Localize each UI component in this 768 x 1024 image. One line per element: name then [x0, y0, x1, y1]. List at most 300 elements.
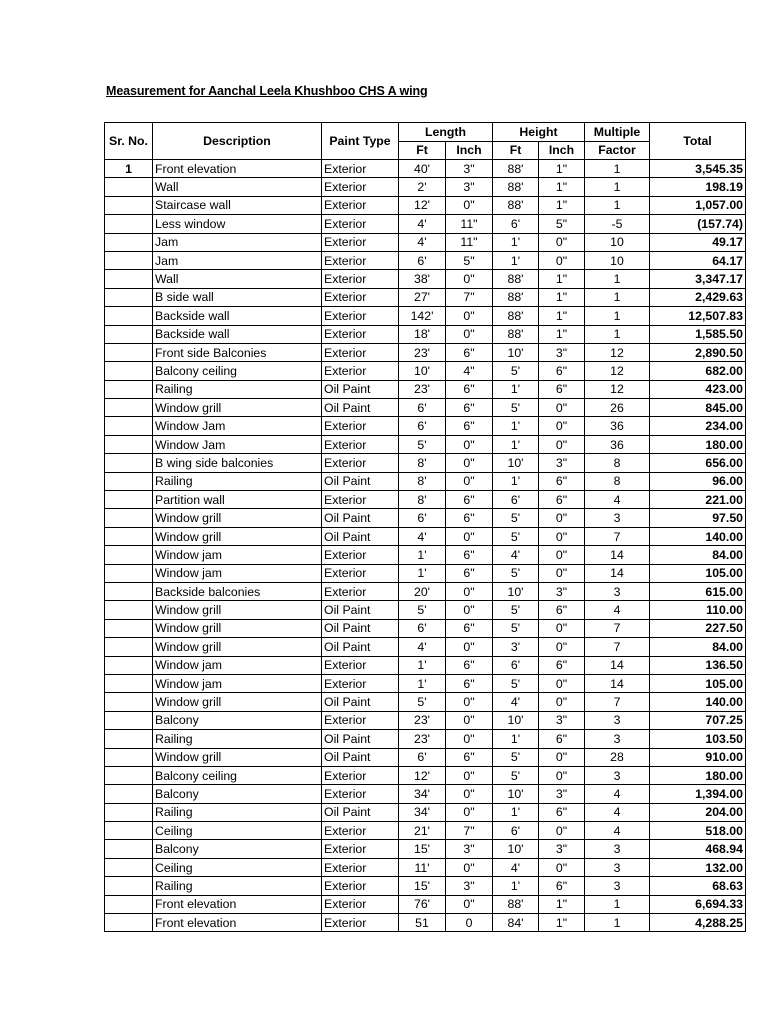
- cell-height-inch: 1": [539, 325, 585, 343]
- cell-total: 198.19: [650, 178, 746, 196]
- cell-height-inch: 6": [539, 656, 585, 674]
- cell-paint-type: Exterior: [322, 362, 399, 380]
- cell-height-inch: 1": [539, 307, 585, 325]
- cell-height-ft: 5': [493, 619, 539, 637]
- cell-height-inch: 0": [539, 527, 585, 545]
- cell-sr-no: [105, 417, 153, 435]
- cell-length-ft: 12': [399, 196, 446, 214]
- cell-height-ft: 88': [493, 307, 539, 325]
- cell-sr-no: [105, 472, 153, 490]
- cell-description: Window jam: [153, 656, 322, 674]
- cell-length-ft: 8': [399, 454, 446, 472]
- cell-length-inch: 0": [446, 858, 493, 876]
- cell-length-inch: 0": [446, 472, 493, 490]
- table-row: [105, 417, 746, 435]
- cell-description: Front elevation: [153, 914, 322, 932]
- cell-length-inch: 11": [446, 215, 493, 233]
- cell-multiple-factor: 28: [585, 748, 650, 766]
- cell-height-ft: 10': [493, 454, 539, 472]
- cell-paint-type: Exterior: [322, 822, 399, 840]
- cell-description: Balcony: [153, 785, 322, 803]
- cell-paint-type: Oil Paint: [322, 638, 399, 656]
- cell-description: Partition wall: [153, 491, 322, 509]
- cell-length-ft: 18': [399, 325, 446, 343]
- cell-length-ft: 6': [399, 509, 446, 527]
- cell-height-ft: 10': [493, 711, 539, 729]
- table-row: [105, 601, 746, 619]
- cell-multiple-factor: 12: [585, 380, 650, 398]
- cell-length-inch: 0": [446, 730, 493, 748]
- cell-length-ft: 1': [399, 656, 446, 674]
- cell-paint-type: Exterior: [322, 435, 399, 453]
- cell-length-inch: 0": [446, 601, 493, 619]
- table-row: [105, 822, 746, 840]
- cell-height-inch: 0": [539, 417, 585, 435]
- cell-description: Balcony ceiling: [153, 766, 322, 784]
- cell-height-ft: 1': [493, 435, 539, 453]
- cell-length-ft: 6': [399, 619, 446, 637]
- cell-total: 12,507.83: [650, 307, 746, 325]
- cell-height-ft: 1': [493, 877, 539, 895]
- cell-sr-no: [105, 215, 153, 233]
- cell-sr-no: 1: [105, 160, 153, 178]
- cell-description: Window Jam: [153, 417, 322, 435]
- cell-length-inch: 0": [446, 766, 493, 784]
- cell-length-inch: 6": [446, 380, 493, 398]
- table-row: [105, 435, 746, 453]
- table-row: [105, 160, 746, 178]
- table-row: [105, 362, 746, 380]
- cell-height-inch: 1": [539, 895, 585, 913]
- cell-multiple-factor: 26: [585, 399, 650, 417]
- cell-length-ft: 23': [399, 711, 446, 729]
- cell-height-inch: 0": [539, 638, 585, 656]
- cell-height-inch: 3": [539, 582, 585, 600]
- cell-multiple-factor: 1: [585, 914, 650, 932]
- cell-height-ft: 88': [493, 325, 539, 343]
- cell-multiple-factor: 8: [585, 472, 650, 490]
- cell-height-inch: 1": [539, 914, 585, 932]
- cell-multiple-factor: 14: [585, 674, 650, 692]
- cell-length-ft: 27': [399, 288, 446, 306]
- table-row: [105, 730, 746, 748]
- table-row: [105, 325, 746, 343]
- cell-length-inch: 6": [446, 509, 493, 527]
- cell-length-inch: 0": [446, 693, 493, 711]
- cell-multiple-factor: 4: [585, 491, 650, 509]
- cell-length-inch: 0": [446, 454, 493, 472]
- header-description: Description: [153, 123, 322, 160]
- cell-description: Window jam: [153, 564, 322, 582]
- cell-total: 4,288.25: [650, 914, 746, 932]
- cell-multiple-factor: 7: [585, 527, 650, 545]
- cell-height-inch: 3": [539, 840, 585, 858]
- table-row: [105, 178, 746, 196]
- table-row: [105, 895, 746, 913]
- cell-paint-type: Exterior: [322, 858, 399, 876]
- table-row: [105, 914, 746, 932]
- cell-height-ft: 88': [493, 895, 539, 913]
- cell-length-ft: 1': [399, 564, 446, 582]
- header-row-1: [105, 123, 746, 142]
- cell-height-ft: 1': [493, 730, 539, 748]
- cell-length-ft: 20': [399, 582, 446, 600]
- cell-total: 423.00: [650, 380, 746, 398]
- cell-paint-type: Exterior: [322, 160, 399, 178]
- cell-sr-no: [105, 270, 153, 288]
- cell-description: Railing: [153, 472, 322, 490]
- header-multiple: Multiple: [585, 123, 650, 142]
- cell-height-ft: 4': [493, 693, 539, 711]
- cell-paint-type: Exterior: [322, 564, 399, 582]
- cell-total: 615.00: [650, 582, 746, 600]
- cell-height-inch: 0": [539, 564, 585, 582]
- table-row: [105, 509, 746, 527]
- cell-multiple-factor: 4: [585, 822, 650, 840]
- cell-total: 3,545.35: [650, 160, 746, 178]
- cell-height-ft: 10': [493, 785, 539, 803]
- cell-length-inch: 6": [446, 417, 493, 435]
- cell-total: 227.50: [650, 619, 746, 637]
- cell-paint-type: Exterior: [322, 343, 399, 361]
- cell-length-ft: 38': [399, 270, 446, 288]
- cell-total: 518.00: [650, 822, 746, 840]
- cell-multiple-factor: 3: [585, 711, 650, 729]
- table-row: [105, 564, 746, 582]
- cell-multiple-factor: 3: [585, 582, 650, 600]
- cell-sr-no: [105, 435, 153, 453]
- table-row: [105, 270, 746, 288]
- cell-length-ft: 4': [399, 233, 446, 251]
- cell-length-ft: 2': [399, 178, 446, 196]
- cell-sr-no: [105, 399, 153, 417]
- cell-height-inch: 6": [539, 380, 585, 398]
- cell-paint-type: Oil Paint: [322, 803, 399, 821]
- cell-length-ft: 6': [399, 251, 446, 269]
- cell-total: 1,057.00: [650, 196, 746, 214]
- cell-description: B side wall: [153, 288, 322, 306]
- cell-length-ft: 12': [399, 766, 446, 784]
- cell-height-ft: 5': [493, 399, 539, 417]
- table-row: [105, 380, 746, 398]
- cell-paint-type: Exterior: [322, 196, 399, 214]
- table-row: [105, 619, 746, 637]
- cell-height-ft: 10': [493, 840, 539, 858]
- cell-paint-type: Oil Paint: [322, 472, 399, 490]
- cell-paint-type: Exterior: [322, 178, 399, 196]
- cell-paint-type: Exterior: [322, 454, 399, 472]
- cell-sr-no: [105, 840, 153, 858]
- cell-multiple-factor: 7: [585, 693, 650, 711]
- cell-multiple-factor: 36: [585, 435, 650, 453]
- table-row: [105, 472, 746, 490]
- cell-length-ft: 4': [399, 215, 446, 233]
- cell-description: Railing: [153, 380, 322, 398]
- cell-paint-type: Exterior: [322, 674, 399, 692]
- cell-height-inch: 1": [539, 270, 585, 288]
- cell-sr-no: [105, 196, 153, 214]
- cell-multiple-factor: 1: [585, 895, 650, 913]
- cell-height-inch: 0": [539, 546, 585, 564]
- header-height-inch: Inch: [539, 141, 585, 160]
- table-row: [105, 546, 746, 564]
- cell-height-inch: 3": [539, 711, 585, 729]
- cell-multiple-factor: 3: [585, 766, 650, 784]
- cell-description: Window grill: [153, 638, 322, 656]
- header-length: Length: [399, 123, 493, 142]
- cell-paint-type: Exterior: [322, 417, 399, 435]
- cell-length-inch: 7": [446, 822, 493, 840]
- cell-length-ft: 23': [399, 343, 446, 361]
- cell-height-inch: 3": [539, 454, 585, 472]
- cell-height-ft: 88': [493, 288, 539, 306]
- cell-paint-type: Oil Paint: [322, 527, 399, 545]
- cell-total: 105.00: [650, 674, 746, 692]
- cell-sr-no: [105, 785, 153, 803]
- cell-length-inch: 0": [446, 527, 493, 545]
- cell-paint-type: Oil Paint: [322, 399, 399, 417]
- cell-description: Wall: [153, 270, 322, 288]
- table-row: [105, 840, 746, 858]
- cell-length-inch: 0": [446, 307, 493, 325]
- cell-total: 180.00: [650, 435, 746, 453]
- table-row: [105, 288, 746, 306]
- cell-sr-no: [105, 803, 153, 821]
- table-row: [105, 454, 746, 472]
- header-factor: Factor: [585, 141, 650, 160]
- header-height-ft: Ft: [493, 141, 539, 160]
- cell-sr-no: [105, 877, 153, 895]
- cell-sr-no: [105, 638, 153, 656]
- cell-length-ft: 15': [399, 877, 446, 895]
- cell-length-ft: 5': [399, 435, 446, 453]
- cell-description: Window grill: [153, 693, 322, 711]
- cell-length-ft: 23': [399, 380, 446, 398]
- cell-multiple-factor: 3: [585, 509, 650, 527]
- cell-height-inch: 0": [539, 251, 585, 269]
- cell-height-ft: 1': [493, 803, 539, 821]
- cell-length-ft: 34': [399, 785, 446, 803]
- cell-sr-no: [105, 343, 153, 361]
- cell-length-inch: 6": [446, 491, 493, 509]
- cell-height-inch: 6": [539, 803, 585, 821]
- cell-sr-no: [105, 491, 153, 509]
- cell-paint-type: Exterior: [322, 325, 399, 343]
- cell-total: 468.94: [650, 840, 746, 858]
- cell-height-ft: 6': [493, 656, 539, 674]
- cell-description: Staircase wall: [153, 196, 322, 214]
- cell-paint-type: Oil Paint: [322, 619, 399, 637]
- cell-paint-type: Oil Paint: [322, 380, 399, 398]
- cell-total: 96.00: [650, 472, 746, 490]
- table-row: [105, 766, 746, 784]
- cell-description: Ceiling: [153, 822, 322, 840]
- cell-total: 204.00: [650, 803, 746, 821]
- cell-description: Window grill: [153, 399, 322, 417]
- cell-height-ft: 5': [493, 564, 539, 582]
- table-row: [105, 711, 746, 729]
- cell-sr-no: [105, 307, 153, 325]
- cell-description: Jam: [153, 251, 322, 269]
- cell-height-ft: 88': [493, 178, 539, 196]
- cell-height-inch: 3": [539, 343, 585, 361]
- cell-description: Railing: [153, 803, 322, 821]
- cell-height-inch: 0": [539, 435, 585, 453]
- cell-description: Backside wall: [153, 325, 322, 343]
- table-row: [105, 251, 746, 269]
- cell-paint-type: Exterior: [322, 785, 399, 803]
- cell-total: 140.00: [650, 693, 746, 711]
- cell-height-ft: 4': [493, 546, 539, 564]
- measurement-table: [104, 122, 746, 932]
- cell-height-inch: 6": [539, 601, 585, 619]
- cell-description: Window jam: [153, 546, 322, 564]
- cell-total: 84.00: [650, 638, 746, 656]
- cell-multiple-factor: -5: [585, 215, 650, 233]
- cell-multiple-factor: 1: [585, 178, 650, 196]
- cell-multiple-factor: 8: [585, 454, 650, 472]
- cell-total: 910.00: [650, 748, 746, 766]
- cell-length-inch: 6": [446, 546, 493, 564]
- table-row: [105, 399, 746, 417]
- cell-length-ft: 1': [399, 674, 446, 692]
- cell-height-inch: 3": [539, 785, 585, 803]
- cell-sr-no: [105, 601, 153, 619]
- cell-paint-type: Exterior: [322, 546, 399, 564]
- cell-length-inch: 4": [446, 362, 493, 380]
- cell-paint-type: Exterior: [322, 270, 399, 288]
- cell-total: 140.00: [650, 527, 746, 545]
- cell-sr-no: [105, 858, 153, 876]
- cell-sr-no: [105, 822, 153, 840]
- cell-description: Ceiling: [153, 858, 322, 876]
- cell-length-ft: 10': [399, 362, 446, 380]
- cell-height-ft: 1': [493, 251, 539, 269]
- cell-multiple-factor: 1: [585, 160, 650, 178]
- cell-height-inch: 6": [539, 730, 585, 748]
- cell-multiple-factor: 1: [585, 196, 650, 214]
- cell-sr-no: [105, 454, 153, 472]
- cell-height-ft: 1': [493, 380, 539, 398]
- cell-paint-type: Exterior: [322, 233, 399, 251]
- table-row: [105, 196, 746, 214]
- header-length-inch: Inch: [446, 141, 493, 160]
- cell-sr-no: [105, 546, 153, 564]
- cell-height-ft: 5': [493, 527, 539, 545]
- cell-length-ft: 6': [399, 399, 446, 417]
- cell-multiple-factor: 12: [585, 343, 650, 361]
- cell-length-inch: 5": [446, 251, 493, 269]
- cell-length-ft: 23': [399, 730, 446, 748]
- cell-height-ft: 88': [493, 160, 539, 178]
- cell-multiple-factor: 14: [585, 656, 650, 674]
- cell-height-ft: 84': [493, 914, 539, 932]
- table-row: [105, 803, 746, 821]
- cell-paint-type: Exterior: [322, 582, 399, 600]
- cell-sr-no: [105, 251, 153, 269]
- cell-length-inch: 3": [446, 840, 493, 858]
- cell-multiple-factor: 3: [585, 840, 650, 858]
- cell-multiple-factor: 1: [585, 307, 650, 325]
- cell-height-inch: 1": [539, 196, 585, 214]
- header-length-ft: Ft: [399, 141, 446, 160]
- cell-description: Window grill: [153, 748, 322, 766]
- cell-multiple-factor: 10: [585, 233, 650, 251]
- cell-description: Backside balconies: [153, 582, 322, 600]
- cell-height-ft: 6': [493, 215, 539, 233]
- table-row: [105, 656, 746, 674]
- cell-multiple-factor: 1: [585, 270, 650, 288]
- cell-total: (157.74): [650, 215, 746, 233]
- cell-total: 84.00: [650, 546, 746, 564]
- cell-paint-type: Exterior: [322, 491, 399, 509]
- document-title: Measurement for Aanchal Leela Khushboo CHS A wing: [106, 84, 428, 98]
- cell-paint-type: Exterior: [322, 877, 399, 895]
- cell-multiple-factor: 7: [585, 638, 650, 656]
- cell-length-ft: 11': [399, 858, 446, 876]
- cell-height-ft: 4': [493, 858, 539, 876]
- cell-sr-no: [105, 233, 153, 251]
- cell-height-ft: 10': [493, 582, 539, 600]
- cell-sr-no: [105, 380, 153, 398]
- table-row: [105, 785, 746, 803]
- cell-sr-no: [105, 674, 153, 692]
- table-row: [105, 215, 746, 233]
- cell-sr-no: [105, 693, 153, 711]
- cell-length-inch: 6": [446, 343, 493, 361]
- cell-sr-no: [105, 619, 153, 637]
- cell-total: 682.00: [650, 362, 746, 380]
- cell-length-ft: 6': [399, 417, 446, 435]
- header-sr-no: Sr. No.: [105, 123, 153, 160]
- cell-multiple-factor: 14: [585, 564, 650, 582]
- cell-total: 3,347.17: [650, 270, 746, 288]
- cell-length-inch: 6": [446, 674, 493, 692]
- cell-length-ft: 6': [399, 748, 446, 766]
- cell-total: 136.50: [650, 656, 746, 674]
- cell-description: Railing: [153, 730, 322, 748]
- cell-height-ft: 5': [493, 509, 539, 527]
- cell-length-inch: 6": [446, 619, 493, 637]
- cell-multiple-factor: 1: [585, 325, 650, 343]
- cell-length-inch: 0": [446, 711, 493, 729]
- cell-total: 221.00: [650, 491, 746, 509]
- header-paint-type: Paint Type: [322, 123, 399, 160]
- table-row: [105, 638, 746, 656]
- cell-length-inch: 6": [446, 399, 493, 417]
- cell-multiple-factor: 4: [585, 803, 650, 821]
- cell-sr-no: [105, 564, 153, 582]
- cell-height-inch: 6": [539, 491, 585, 509]
- cell-height-ft: 1': [493, 472, 539, 490]
- cell-description: Balcony: [153, 840, 322, 858]
- cell-description: Window Jam: [153, 435, 322, 453]
- cell-multiple-factor: 14: [585, 546, 650, 564]
- cell-paint-type: Exterior: [322, 215, 399, 233]
- cell-height-ft: 6': [493, 822, 539, 840]
- cell-description: Jam: [153, 233, 322, 251]
- cell-length-inch: 0": [446, 325, 493, 343]
- cell-paint-type: Exterior: [322, 307, 399, 325]
- cell-height-ft: 88': [493, 270, 539, 288]
- cell-total: 845.00: [650, 399, 746, 417]
- cell-length-ft: 4': [399, 527, 446, 545]
- cell-height-ft: 10': [493, 343, 539, 361]
- cell-sr-no: [105, 914, 153, 932]
- header-total: Total: [650, 123, 746, 160]
- cell-description: B wing side balconies: [153, 454, 322, 472]
- cell-length-inch: 0": [446, 435, 493, 453]
